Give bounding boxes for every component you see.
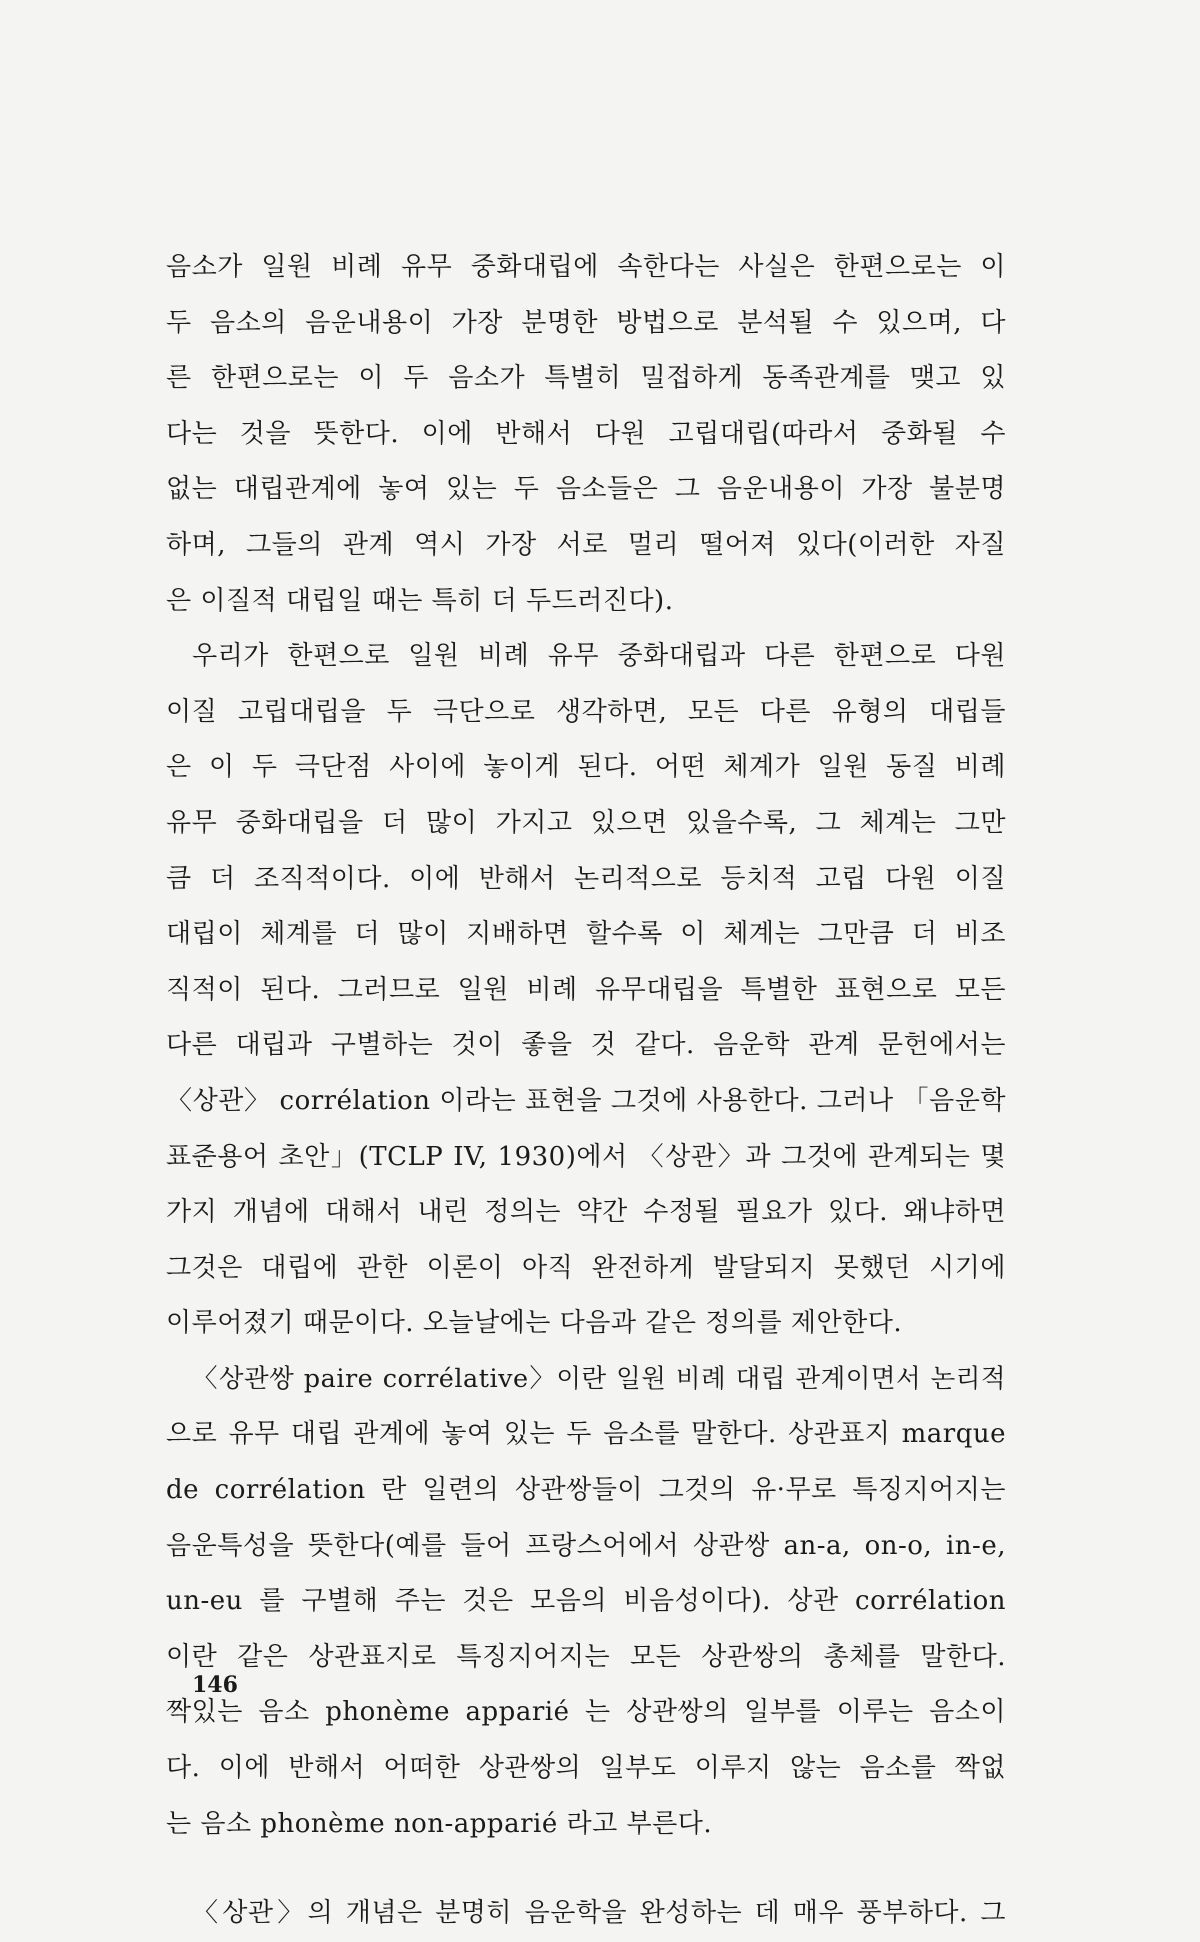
text-line: 이질 고립대립을 두 극단으로 생각하면, 모든 다른 유형의 대립들 [166,696,1006,727]
text-line: de corrélation 란 일련의 상관쌍들이 그것의 유·무로 특징지어지는 [166,1475,1006,1506]
text-line: 는 음소 phonème non-apparié 라고 부른다. [166,1808,713,1839]
text-line: 은 이질적 대립일 때는 특히 더 두드러진다). [166,585,674,616]
text-line: 이루어졌기 때문이다. 오늘날에는 다음과 같은 정의를 제안한다. [166,1308,903,1339]
text-line: 다는 것을 뜻한다. 이에 반해서 다원 고립대립(따라서 중화될 수 [166,418,1006,449]
text-line: 두 음소의 음운내용이 가장 분명한 방법으로 분석될 수 있으며, 다 [166,307,1006,338]
text-line: 은 이 두 극단점 사이에 놓이게 된다. 어떤 체계가 일원 동질 비례 [166,752,1006,783]
text-line: 하며, 그들의 관계 역시 가장 서로 멀리 떨어져 있다(이러한 자질 [166,529,1006,560]
text-line: un-eu 를 구별해 주는 것은 모음의 비음성이다). 상관 corrélation [166,1586,1006,1617]
text-line: 없는 대립관계에 놓여 있는 두 음소들은 그 음운내용이 가장 불분명 [166,474,1006,505]
text-line: 〈상관〉 corrélation 이라는 표현을 그것에 사용한다. 그러나 「음운학 [166,1085,1006,1116]
text-line: 으로 유무 대립 관계에 놓여 있는 두 음소를 말한다. 상관표지 marque [166,1419,1006,1450]
body-text [166,240,1006,1942]
text-line: 그것은 대립에 관한 이론이 아직 완전하게 발달되지 못했던 시기에 [166,1252,1006,1283]
text-line: 가지 개념에 대해서 내린 정의는 약간 수정될 필요가 있다. 왜냐하면 [166,1197,1006,1228]
text-line: 유무 중화대립을 더 많이 가지고 있으면 있을수록, 그 체계는 그만 [166,807,1006,838]
text-line: 른 한편으로는 이 두 음소가 특별히 밀접하게 동족관계를 맺고 있 [166,363,1006,394]
text-line: 대립이 체계를 더 많이 지배하면 할수록 이 체계는 그만큼 더 비조 [166,919,1006,950]
text-line: 다. 이에 반해서 어떠한 상관쌍의 일부도 이루지 않는 음소를 짝없 [166,1753,1006,1784]
text-line: 〈상관쌍 paire corrélative〉이란 일원 비례 대립 관계이면서 논리적 [192,1363,1006,1394]
text-line: 이란 같은 상관표지로 특징지어지는 모든 상관쌍의 총체를 말한다. [166,1641,1006,1672]
text-line: 〈상관〉의 개념은 분명히 음운학을 완성하는 데 매우 풍부하다. 그 [192,1898,1006,1929]
text-line: 우리가 한편으로 일원 비례 유무 중화대립과 다른 한편으로 다원 [192,641,1006,672]
page-number: 146 [192,1672,238,1698]
text-line: 음운특성을 뜻한다(예를 들어 프랑스어에서 상관쌍 an-a, on-o, in-e, [166,1530,1006,1561]
text-line: 큼 더 조직적이다. 이에 반해서 논리적으로 등치적 고립 다원 이질 [166,863,1006,894]
text-line: 표준용어 초안」(TCLP IV, 1930)에서 〈상관〉과 그것에 관계되는 몇 [166,1141,1006,1172]
text-line: 짝있는 음소 phonème apparié 는 상관쌍의 일부를 이루는 음소이 [166,1697,1006,1728]
text-line: 직적이 된다. 그러므로 일원 비례 유무대립을 특별한 표현으로 모든 [166,974,1006,1005]
text-line: 음소가 일원 비례 유무 중화대립에 속한다는 사실은 한편으로는 이 [166,252,1006,282]
text-line: 다른 대립과 구별하는 것이 좋을 것 같다. 음운학 관계 문헌에서는 [166,1030,1006,1061]
